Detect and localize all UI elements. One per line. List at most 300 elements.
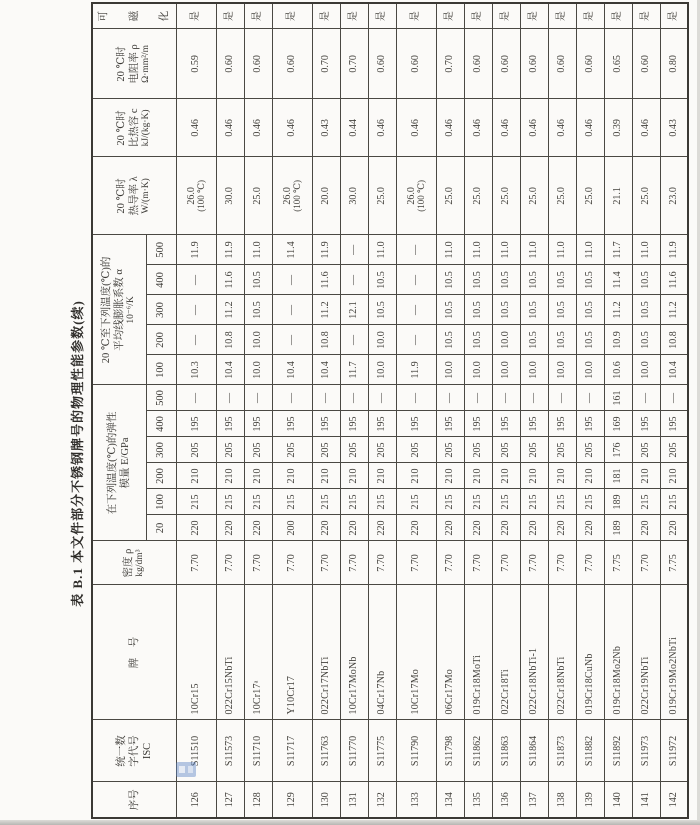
- cell-a-400: 11.4: [604, 265, 632, 295]
- cell-density: 7.70: [436, 541, 464, 585]
- cell-density: 7.70: [576, 541, 604, 585]
- cell-a-400: 10.5: [464, 265, 492, 295]
- cell-e-400: 195: [520, 411, 548, 437]
- table-row: [520, 3, 548, 818]
- cell-a-300: 11.2: [312, 295, 340, 325]
- cell-e-200: 210: [216, 463, 244, 489]
- cell-e-500: —: [660, 385, 688, 411]
- cell-grade: 019Cr18Mo2Nb: [604, 585, 632, 720]
- cell-e-20: 220: [340, 515, 368, 541]
- cell-e-500: —: [216, 385, 244, 411]
- cell-magnetic: 是: [548, 3, 576, 29]
- cell-e-500: —: [272, 385, 312, 411]
- cell-e-500: 161: [604, 385, 632, 411]
- cell-e-100: 215: [176, 489, 216, 515]
- cell-density: 7.75: [604, 541, 632, 585]
- cell-a-400: —: [396, 265, 436, 295]
- cell-e-300: 205: [272, 437, 312, 463]
- cell-resistivity: 0.70: [340, 29, 368, 99]
- cell-e-100: 215: [492, 489, 520, 515]
- cell-e-100: 215: [632, 489, 660, 515]
- cell-e-100: 215: [244, 489, 272, 515]
- cell-code: S11972: [660, 720, 688, 782]
- cell-magnetic: 是: [660, 3, 688, 29]
- subheader-expansion-temp: 500: [146, 235, 176, 265]
- cell-conductivity: 25.0: [632, 157, 660, 235]
- cell-resistivity: 0.60: [216, 29, 244, 99]
- cell-code: S11790: [396, 720, 436, 782]
- cell-conductivity: 25.0: [492, 157, 520, 235]
- table-row: [272, 3, 312, 818]
- cell-a-500: 11.0: [436, 235, 464, 265]
- cell-e-200: 210: [244, 463, 272, 489]
- cell-a-100: 10.0: [576, 355, 604, 385]
- cell-a-300: 11.2: [660, 295, 688, 325]
- cell-a-500: 11.0: [464, 235, 492, 265]
- col-header-grade: 牌 号: [92, 585, 176, 720]
- cell-a-400: 10.5: [244, 265, 272, 295]
- cell-a-300: 10.5: [520, 295, 548, 325]
- cell-a-300: 10.5: [576, 295, 604, 325]
- cell-a-200: 10.0: [492, 325, 520, 355]
- cell-a-100: 10.0: [520, 355, 548, 385]
- cell-grade: 10Cr17MoNb: [340, 585, 368, 720]
- cell-a-400: 10.5: [492, 265, 520, 295]
- subheader-expansion-temp: 400: [146, 265, 176, 295]
- cell-e-200: 210: [176, 463, 216, 489]
- cell-e-500: —: [436, 385, 464, 411]
- cell-a-500: 11.4: [272, 235, 312, 265]
- cell-a-400: 10.5: [368, 265, 396, 295]
- cell-conductivity: 20.0: [312, 157, 340, 235]
- table-row: [244, 3, 272, 818]
- cell-magnetic: 是: [396, 3, 436, 29]
- cell-a-200: 10.8: [660, 325, 688, 355]
- cell-a-100: 10.0: [436, 355, 464, 385]
- cell-a-300: —: [176, 295, 216, 325]
- cell-e-200: 210: [340, 463, 368, 489]
- cell-heat: 0.46: [368, 99, 396, 157]
- cell-resistivity: 0.59: [176, 29, 216, 99]
- cell-heat: 0.46: [272, 99, 312, 157]
- cell-a-200: 10.5: [548, 325, 576, 355]
- cell-a-500: 11.0: [576, 235, 604, 265]
- cell-e-200: 210: [660, 463, 688, 489]
- table-row: [604, 3, 632, 818]
- cell-e-100: 215: [216, 489, 244, 515]
- cell-a-400: 10.5: [520, 265, 548, 295]
- cell-heat: 0.46: [632, 99, 660, 157]
- cell-grade: 022Cr18Ti: [492, 585, 520, 720]
- cell-e-20: 220: [576, 515, 604, 541]
- cell-a-100: 11.9: [396, 355, 436, 385]
- cell-e-20: 220: [216, 515, 244, 541]
- watermark-stamp: [176, 762, 196, 777]
- subheader-modulus-temp: 20: [146, 515, 176, 541]
- page-title: 表 B.1 本文件部分不锈钢牌号的物理性能参数(续): [70, 300, 85, 607]
- cell-a-300: 12.1: [340, 295, 368, 325]
- subheader-expansion-temp: 300: [146, 295, 176, 325]
- cell-e-300: 205: [464, 437, 492, 463]
- cell-a-200: —: [396, 325, 436, 355]
- scan-edge-bottom: [0, 820, 700, 825]
- cell-e-20: 220: [660, 515, 688, 541]
- cell-density: 7.70: [632, 541, 660, 585]
- col-header-index: 序号: [92, 782, 176, 818]
- cell-a-400: 11.6: [216, 265, 244, 295]
- cell-density: 7.70: [244, 541, 272, 585]
- cell-e-100: 215: [340, 489, 368, 515]
- cell-index: 138: [548, 782, 576, 818]
- cell-grade: 019Cr18MoTi: [464, 585, 492, 720]
- cell-code: S11710: [244, 720, 272, 782]
- cell-code: S11892: [604, 720, 632, 782]
- cell-grade: 022Cr15NbTi: [216, 585, 244, 720]
- table-header: [92, 3, 176, 818]
- cell-conductivity: 23.0: [660, 157, 688, 235]
- table-row: [340, 3, 368, 818]
- cell-conductivity: 25.0: [436, 157, 464, 235]
- cell-e-100: 215: [464, 489, 492, 515]
- cell-resistivity: 0.60: [272, 29, 312, 99]
- cell-e-100: 189: [604, 489, 632, 515]
- cell-e-200: 181: [604, 463, 632, 489]
- cell-e-400: 195: [576, 411, 604, 437]
- cell-e-300: 176: [604, 437, 632, 463]
- cell-heat: 0.43: [660, 99, 688, 157]
- cell-resistivity: 0.60: [492, 29, 520, 99]
- cell-a-300: —: [272, 295, 312, 325]
- cell-e-300: 205: [216, 437, 244, 463]
- cell-a-100: 11.7: [340, 355, 368, 385]
- cell-density: 7.70: [176, 541, 216, 585]
- cell-e-100: 215: [436, 489, 464, 515]
- cell-e-400: 195: [368, 411, 396, 437]
- cell-a-100: 10.4: [272, 355, 312, 385]
- cell-a-200: 10.8: [312, 325, 340, 355]
- cell-a-400: 10.5: [576, 265, 604, 295]
- cell-e-400: 195: [176, 411, 216, 437]
- cell-index: 141: [632, 782, 660, 818]
- cell-conductivity: 25.0: [520, 157, 548, 235]
- table-row: [660, 3, 688, 818]
- col-header-conductivity: 20 ℃时 热导率 λ W/(m·K): [92, 157, 176, 235]
- table-row: [632, 3, 660, 818]
- cell-e-300: 205: [632, 437, 660, 463]
- cell-conductivity: 30.0: [340, 157, 368, 235]
- cell-conductivity: 26.0 (100 ℃): [272, 157, 312, 235]
- cell-grade: 10Cr17ᵃ: [244, 585, 272, 720]
- cell-e-300: 205: [660, 437, 688, 463]
- cell-e-100: 215: [660, 489, 688, 515]
- cell-grade: 04Cr17Nb: [368, 585, 396, 720]
- cell-a-500: 11.9: [312, 235, 340, 265]
- cell-grade: 10Cr17Mo: [396, 585, 436, 720]
- table-row: [176, 3, 216, 818]
- cell-e-500: —: [176, 385, 216, 411]
- cell-e-20: 200: [272, 515, 312, 541]
- cell-heat: 0.46: [216, 99, 244, 157]
- cell-magnetic: 是: [272, 3, 312, 29]
- cell-grade: 019Cr19Mo2NbTi: [660, 585, 688, 720]
- cell-e-500: —: [312, 385, 340, 411]
- cell-code: S11573: [216, 720, 244, 782]
- cell-e-300: 205: [492, 437, 520, 463]
- table-row: [312, 3, 340, 818]
- cell-e-200: 210: [632, 463, 660, 489]
- cell-a-500: —: [340, 235, 368, 265]
- cell-code: S11882: [576, 720, 604, 782]
- cell-index: 140: [604, 782, 632, 818]
- cell-index: 133: [396, 782, 436, 818]
- cell-e-20: 220: [396, 515, 436, 541]
- cell-e-20: 220: [368, 515, 396, 541]
- cell-e-500: —: [244, 385, 272, 411]
- cell-a-100: 10.0: [464, 355, 492, 385]
- cell-e-500: —: [576, 385, 604, 411]
- cell-resistivity: 0.80: [660, 29, 688, 99]
- cell-e-100: 215: [576, 489, 604, 515]
- cell-heat: 0.46: [492, 99, 520, 157]
- rotated-table-block: [68, 4, 694, 819]
- cell-density: 7.70: [272, 541, 312, 585]
- cell-e-400: 195: [396, 411, 436, 437]
- cell-grade: 022Cr18NbTi-1: [520, 585, 548, 720]
- col-header-expansion-group: 20 ℃至下列温度(℃)的 平均线膨胀系数 α 10⁻⁶/K: [92, 235, 146, 385]
- cell-heat: 0.46: [176, 99, 216, 157]
- cell-a-200: 10.5: [520, 325, 548, 355]
- cell-conductivity: 25.0: [244, 157, 272, 235]
- cell-magnetic: 是: [464, 3, 492, 29]
- cell-index: 126: [176, 782, 216, 818]
- cell-a-300: 10.5: [464, 295, 492, 325]
- cell-a-500: 11.9: [660, 235, 688, 265]
- cell-density: 7.70: [216, 541, 244, 585]
- cell-e-200: 210: [520, 463, 548, 489]
- cell-a-100: 10.6: [604, 355, 632, 385]
- cell-index: 128: [244, 782, 272, 818]
- cell-e-400: 195: [216, 411, 244, 437]
- cell-a-100: 10.0: [632, 355, 660, 385]
- cell-conductivity: 25.0: [548, 157, 576, 235]
- cell-e-100: 215: [548, 489, 576, 515]
- cell-e-20: 220: [492, 515, 520, 541]
- cell-a-400: 11.6: [660, 265, 688, 295]
- cell-a-300: 11.2: [604, 295, 632, 325]
- cell-density: 7.70: [396, 541, 436, 585]
- cell-e-300: 205: [176, 437, 216, 463]
- cell-e-20: 220: [464, 515, 492, 541]
- cell-code: S11798: [436, 720, 464, 782]
- cell-grade: 022Cr17NbTi: [312, 585, 340, 720]
- cell-e-100: 215: [368, 489, 396, 515]
- cell-index: 142: [660, 782, 688, 818]
- cell-code: S11862: [464, 720, 492, 782]
- cell-grade: Y10Cr17: [272, 585, 312, 720]
- cell-conductivity: 25.0: [368, 157, 396, 235]
- cell-a-300: 10.5: [492, 295, 520, 325]
- cell-e-20: 220: [520, 515, 548, 541]
- cell-e-20: 189: [604, 515, 632, 541]
- cell-e-20: 220: [548, 515, 576, 541]
- table-row: [216, 3, 244, 818]
- cell-resistivity: 0.65: [604, 29, 632, 99]
- cell-grade: 06Cr17Mo: [436, 585, 464, 720]
- col-header-modulus-group: 在下列温度(℃)的弹性 模量 E/GPa: [92, 385, 146, 541]
- cell-resistivity: 0.70: [436, 29, 464, 99]
- col-header-heat-capacity: 20 ℃时 比热容 c kJ/(kg·K): [92, 99, 176, 157]
- cell-a-100: 10.4: [312, 355, 340, 385]
- cell-density: 7.70: [548, 541, 576, 585]
- cell-a-300: —: [396, 295, 436, 325]
- table-row: [396, 3, 436, 818]
- cell-heat: 0.46: [464, 99, 492, 157]
- cell-conductivity: 26.0 (100 ℃): [176, 157, 216, 235]
- cell-e-500: —: [632, 385, 660, 411]
- cell-e-300: 205: [436, 437, 464, 463]
- cell-magnetic: 是: [340, 3, 368, 29]
- cell-e-200: 210: [548, 463, 576, 489]
- cell-magnetic: 是: [312, 3, 340, 29]
- cell-conductivity: 25.0: [464, 157, 492, 235]
- cell-a-100: 10.0: [244, 355, 272, 385]
- subheader-expansion-temp: 100: [146, 355, 176, 385]
- cell-index: 130: [312, 782, 340, 818]
- cell-a-300: 11.2: [216, 295, 244, 325]
- cell-resistivity: 0.60: [548, 29, 576, 99]
- cell-a-200: 10.5: [632, 325, 660, 355]
- cell-e-400: 195: [464, 411, 492, 437]
- cell-a-300: 10.5: [632, 295, 660, 325]
- cell-a-400: —: [272, 265, 312, 295]
- cell-index: 129: [272, 782, 312, 818]
- cell-e-200: 210: [396, 463, 436, 489]
- cell-a-200: —: [176, 325, 216, 355]
- cell-a-300: 10.5: [436, 295, 464, 325]
- cell-e-400: 195: [632, 411, 660, 437]
- subheader-modulus-temp: 300: [146, 437, 176, 463]
- cell-density: 7.70: [340, 541, 368, 585]
- cell-conductivity: 25.0: [576, 157, 604, 235]
- cell-magnetic: 是: [632, 3, 660, 29]
- subheader-modulus-temp: 200: [146, 463, 176, 489]
- cell-grade: 022Cr19NbTi: [632, 585, 660, 720]
- cell-e-200: 210: [312, 463, 340, 489]
- cell-e-400: 195: [660, 411, 688, 437]
- cell-heat: 0.46: [396, 99, 436, 157]
- cell-e-400: 195: [312, 411, 340, 437]
- cell-e-200: 210: [492, 463, 520, 489]
- cell-a-200: —: [340, 325, 368, 355]
- cell-a-500: 11.0: [632, 235, 660, 265]
- cell-code: S11510: [176, 720, 216, 782]
- cell-e-300: 205: [548, 437, 576, 463]
- cell-density: 7.70: [492, 541, 520, 585]
- cell-e-200: 210: [436, 463, 464, 489]
- cell-e-300: 205: [368, 437, 396, 463]
- cell-resistivity: 0.60: [368, 29, 396, 99]
- cell-a-100: 10.4: [216, 355, 244, 385]
- cell-a-400: 10.5: [436, 265, 464, 295]
- cell-e-400: 195: [548, 411, 576, 437]
- cell-a-200: —: [272, 325, 312, 355]
- subheader-modulus-temp: 100: [146, 489, 176, 515]
- cell-magnetic: 是: [176, 3, 216, 29]
- cell-e-300: 205: [340, 437, 368, 463]
- cell-e-20: 220: [312, 515, 340, 541]
- cell-a-200: 10.5: [436, 325, 464, 355]
- cell-e-500: —: [492, 385, 520, 411]
- cell-a-400: —: [340, 265, 368, 295]
- subheader-modulus-temp: 500: [146, 385, 176, 411]
- cell-heat: 0.43: [312, 99, 340, 157]
- cell-magnetic: 是: [576, 3, 604, 29]
- cell-a-100: 10.3: [176, 355, 216, 385]
- cell-e-100: 215: [396, 489, 436, 515]
- cell-heat: 0.44: [340, 99, 368, 157]
- cell-a-400: —: [176, 265, 216, 295]
- cell-a-100: 10.0: [368, 355, 396, 385]
- cell-e-400: 169: [604, 411, 632, 437]
- cell-e-200: 210: [272, 463, 312, 489]
- cell-a-500: 11.0: [244, 235, 272, 265]
- cell-code: S11763: [312, 720, 340, 782]
- cell-e-500: —: [464, 385, 492, 411]
- cell-index: 131: [340, 782, 368, 818]
- cell-grade: 022Cr18NbTi: [548, 585, 576, 720]
- subheader-expansion-temp: 200: [146, 325, 176, 355]
- cell-e-200: 210: [464, 463, 492, 489]
- table-row: [548, 3, 576, 818]
- cell-e-400: 195: [244, 411, 272, 437]
- cell-conductivity: 30.0: [216, 157, 244, 235]
- table-row: [464, 3, 492, 818]
- cell-density: 7.70: [312, 541, 340, 585]
- cell-resistivity: 0.60: [576, 29, 604, 99]
- cell-code: S11775: [368, 720, 396, 782]
- cell-heat: 0.39: [604, 99, 632, 157]
- cell-density: 7.70: [520, 541, 548, 585]
- cell-a-400: 10.5: [632, 265, 660, 295]
- cell-heat: 0.46: [520, 99, 548, 157]
- cell-density: 7.75: [660, 541, 688, 585]
- cell-magnetic: 是: [216, 3, 244, 29]
- table-row: [576, 3, 604, 818]
- cell-a-300: 10.5: [368, 295, 396, 325]
- cell-magnetic: 是: [604, 3, 632, 29]
- cell-magnetic: 是: [520, 3, 548, 29]
- cell-resistivity: 0.60: [520, 29, 548, 99]
- cell-e-200: 210: [576, 463, 604, 489]
- cell-e-500: —: [368, 385, 396, 411]
- cell-heat: 0.46: [436, 99, 464, 157]
- cell-magnetic: 是: [244, 3, 272, 29]
- cell-index: 134: [436, 782, 464, 818]
- cell-e-300: 205: [244, 437, 272, 463]
- cell-conductivity: 26.0 (100 ℃): [396, 157, 436, 235]
- cell-e-300: 205: [396, 437, 436, 463]
- cell-a-100: 10.0: [548, 355, 576, 385]
- cell-e-100: 215: [272, 489, 312, 515]
- cell-e-20: 220: [176, 515, 216, 541]
- cell-a-200: 10.5: [576, 325, 604, 355]
- table-row: [492, 3, 520, 818]
- cell-index: 127: [216, 782, 244, 818]
- cell-grade: 019Cr18CuNb: [576, 585, 604, 720]
- cell-resistivity: 0.70: [312, 29, 340, 99]
- cell-e-300: 205: [312, 437, 340, 463]
- cell-a-500: 11.0: [368, 235, 396, 265]
